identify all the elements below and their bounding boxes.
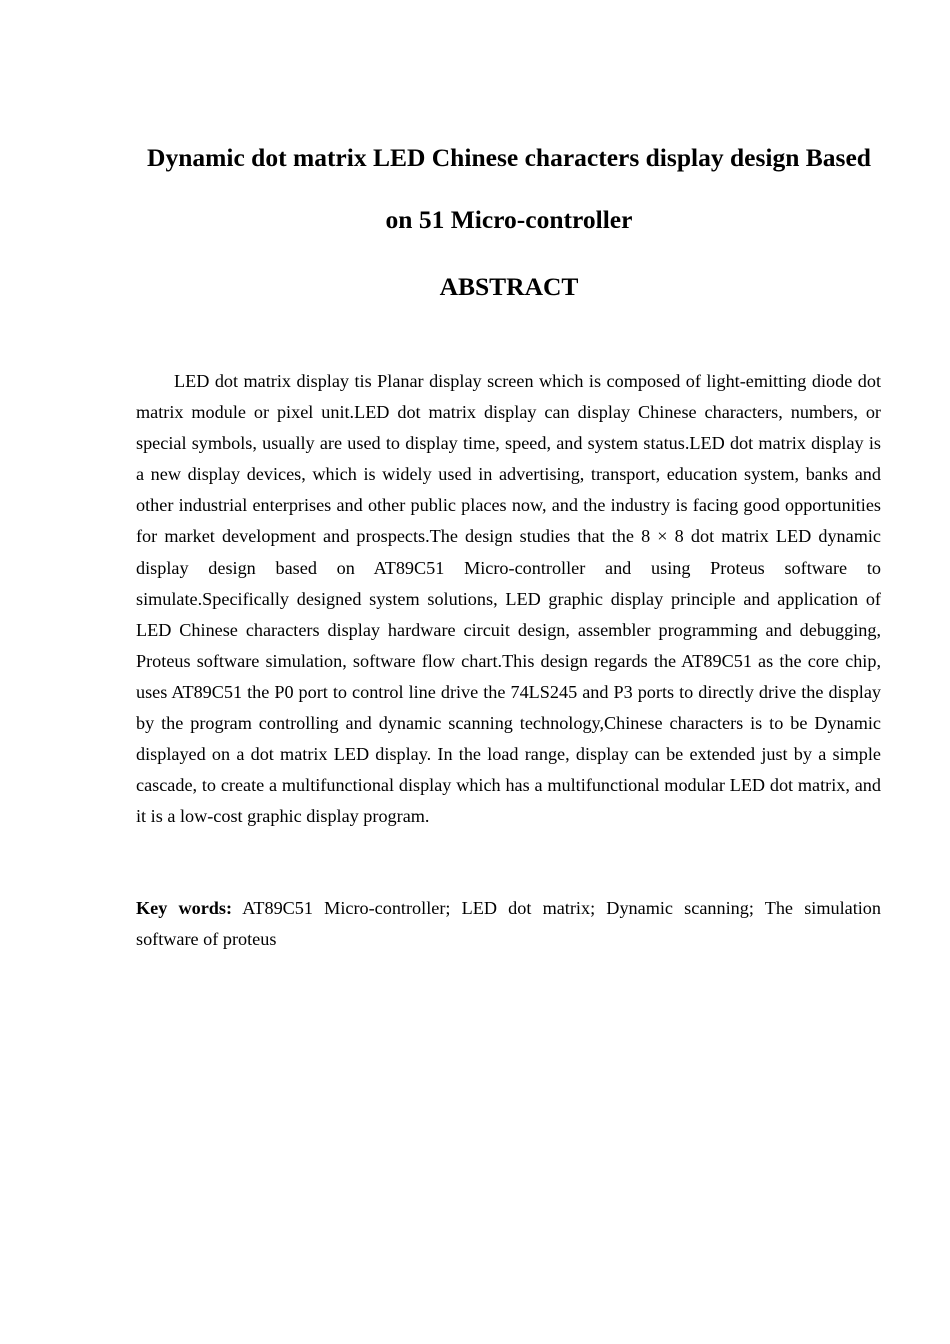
keywords-paragraph (136, 893, 881, 955)
title-line-1: Dynamic dot matrix LED Chinese characters display design Based (147, 143, 871, 172)
abstract-heading: ABSTRACT (439, 272, 579, 301)
abstract-body: LED dot matrix display tis Planar display screen which is composed of light-emitting diode dot matrix module or pixel unit.LED dot matrix display can display Chinese characters, numbers, or special symbols, usually are used to display time, speed, and system status.LED dot matrix display is a new display devices, which is widely used in advertising, transport, education system, banks and other industrial enterprises and other public places now, and the industry is facing good opportunities for market development and prospects.The design studies that the 8 × 8 dot matrix LED dynamic display design based on AT89C51 Micro-controller and using Proteus software to simulate.Specifically designed system solutions, LED graphic display principle and application of LED Chinese characters display hardware circuit design, assembler programming and debugging, Proteus software simulation, software flow chart.This design regards the AT89C51 as the core chip, uses AT89C51 the P0 port to control line drive the 74LS245 and P3 ports to directly drive the display by the program controlling and dynamic scanning technology,Chinese characters is to be Dynamic displayed on a dot matrix LED display. In the load range, display can be extended just by a simple cascade, to create a multifunctional display which has a multifunctional modular LED dot matrix, and it is a low-cost graphic display program. (136, 371, 881, 827)
keywords-text: AT89C51 Micro-controller; LED dot matrix; Dynamic scanning; The simulation software of proteus (136, 898, 881, 949)
title-line-2: on 51 Micro-controller (385, 205, 633, 234)
keywords-label: Key words: (136, 898, 233, 918)
